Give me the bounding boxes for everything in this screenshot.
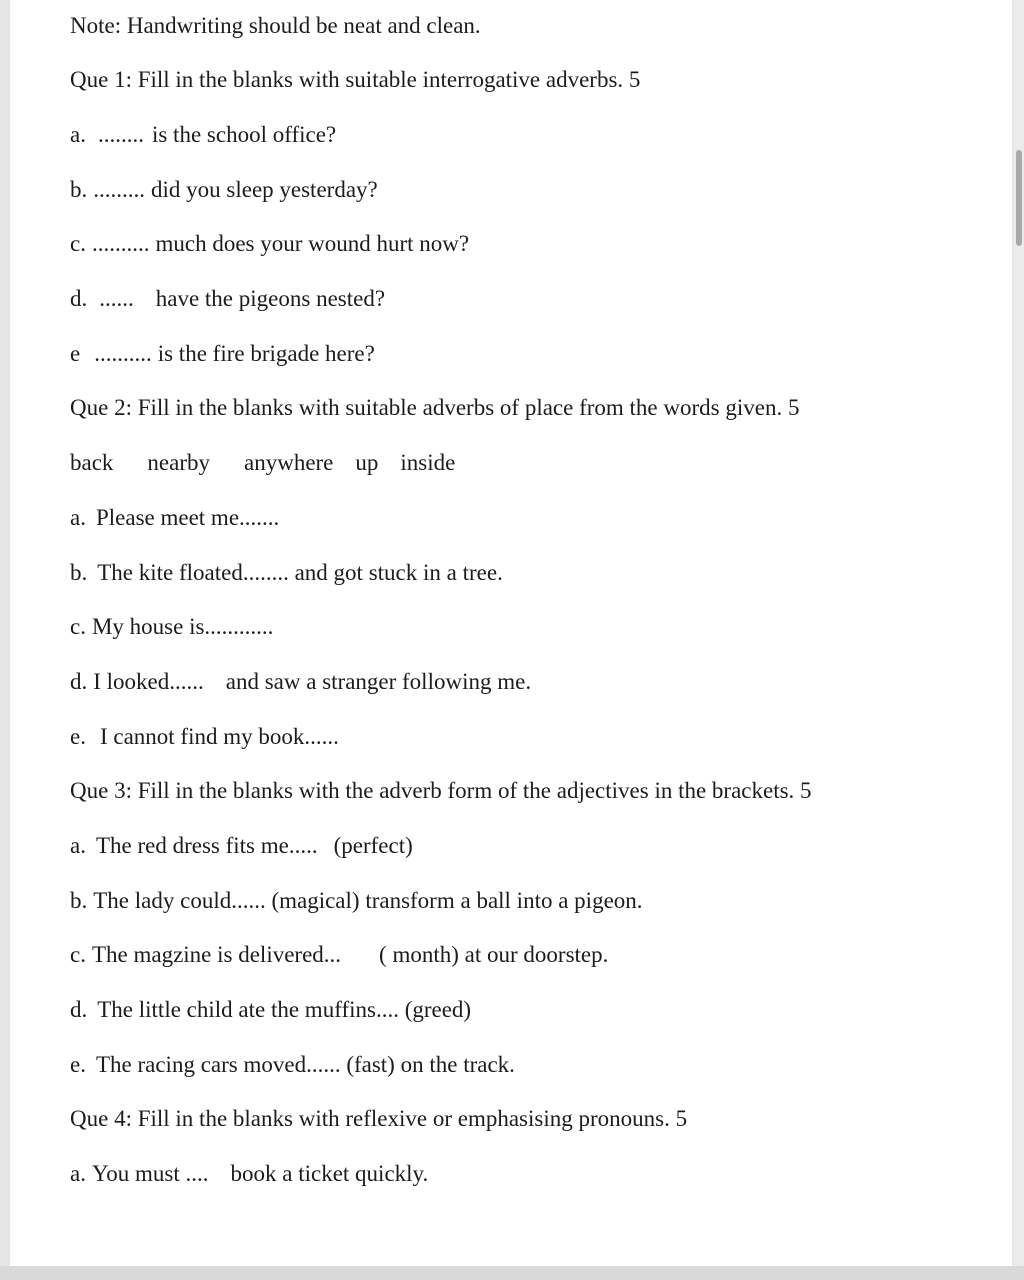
q3-item-c — [70, 941, 608, 969]
q2-item-c — [70, 613, 273, 641]
item-label: c. — [70, 614, 86, 639]
item-label: a. — [70, 1161, 86, 1186]
item-text: I looked...... — [93, 669, 204, 694]
item-label: d. — [70, 286, 88, 311]
item-text: I cannot find my book...... — [99, 724, 339, 749]
item-label: a. — [70, 833, 86, 858]
item-text: (perfect) — [333, 833, 413, 858]
item-text: The little child ate the muffins.... (greed) — [97, 997, 472, 1022]
q2-heading: Que 2: Fill in the blanks with suitable adverbs of place from the words given. 5 — [70, 395, 800, 420]
q3-item-a — [70, 832, 413, 860]
blank: .......... — [94, 341, 152, 366]
q1-item-e — [70, 340, 375, 368]
item-text: much does your wound hurt now? — [155, 231, 470, 256]
item-text: The red dress fits me..... — [95, 833, 318, 858]
item-text: and saw a stranger following me. — [225, 669, 532, 694]
item-text: The magzine is delivered... — [91, 942, 342, 967]
item-text: The kite floated........ and got stuck in a tree. — [97, 560, 503, 585]
item-text: Please meet me....... — [95, 505, 280, 530]
blank: .......... — [91, 231, 150, 256]
item-label: e — [70, 341, 81, 366]
q1-item-a — [70, 121, 336, 149]
q1-heading: Que 1: Fill in the blanks with suitable interrogative adverbs. 5 — [70, 67, 641, 92]
item-text: book a ticket quickly. — [230, 1161, 429, 1186]
page-bottom-edge — [0, 1266, 1024, 1280]
item-label: a. — [70, 505, 86, 530]
item-label: b. — [70, 177, 88, 202]
item-label: e. — [70, 1052, 86, 1077]
item-text: The racing cars moved...... (fast) on the track. — [95, 1052, 515, 1077]
item-text: You must .... — [91, 1161, 209, 1186]
item-label: b. — [70, 888, 88, 913]
blank: ........ — [97, 122, 144, 147]
item-label: c. — [70, 942, 86, 967]
blank: ...... — [99, 286, 134, 311]
q4-item-a — [70, 1160, 428, 1188]
vertical-scrollbar[interactable] — [1014, 0, 1024, 1266]
q2-item-d — [70, 668, 531, 696]
item-label: b. — [70, 560, 88, 585]
q1-item-b — [70, 176, 378, 204]
q2-item-b — [70, 559, 503, 587]
item-label: a. — [70, 122, 86, 147]
q3-item-b — [70, 887, 643, 915]
item-text: have the pigeons nested? — [155, 286, 386, 311]
item-label: c. — [70, 231, 86, 256]
item-text: is the school office? — [151, 122, 337, 147]
item-label: d. — [70, 669, 88, 694]
q4-heading: Que 4: Fill in the blanks with reflexive or emphasising pronouns. 5 — [70, 1106, 688, 1131]
word-bank-item: inside — [400, 450, 456, 475]
blank: ......... — [93, 177, 145, 202]
note-text: Note: Handwriting should be neat and clean. — [70, 13, 481, 38]
q3-item-d — [70, 996, 471, 1024]
item-text: The lady could...... (magical) transform a ball into a pigeon. — [93, 888, 643, 913]
item-label: d. — [70, 997, 88, 1022]
item-text: did you sleep yesterday? — [151, 177, 378, 202]
q2-item-e — [70, 723, 339, 751]
word-bank-item: back — [70, 450, 114, 475]
q1-item-d — [70, 285, 385, 313]
q3-heading: Que 3: Fill in the blanks with the adverb form of the adjectives in the brackets. 5 — [70, 778, 812, 803]
item-text: My house is............ — [91, 614, 274, 639]
q3-item-e — [70, 1051, 515, 1079]
word-bank-item: up — [355, 450, 379, 475]
word-bank-item: nearby — [147, 450, 210, 475]
item-text: is the fire brigade here? — [157, 341, 375, 366]
word-bank-item: anywhere — [244, 450, 334, 475]
worksheet-page — [10, 0, 1012, 1266]
item-label: e. — [70, 724, 86, 749]
q1-item-c — [70, 230, 469, 258]
q2-word-bank — [70, 449, 455, 477]
scrollbar-thumb[interactable] — [1016, 150, 1022, 246]
q2-item-a — [70, 504, 279, 532]
item-text: ( month) at our doorstep. — [379, 942, 609, 967]
